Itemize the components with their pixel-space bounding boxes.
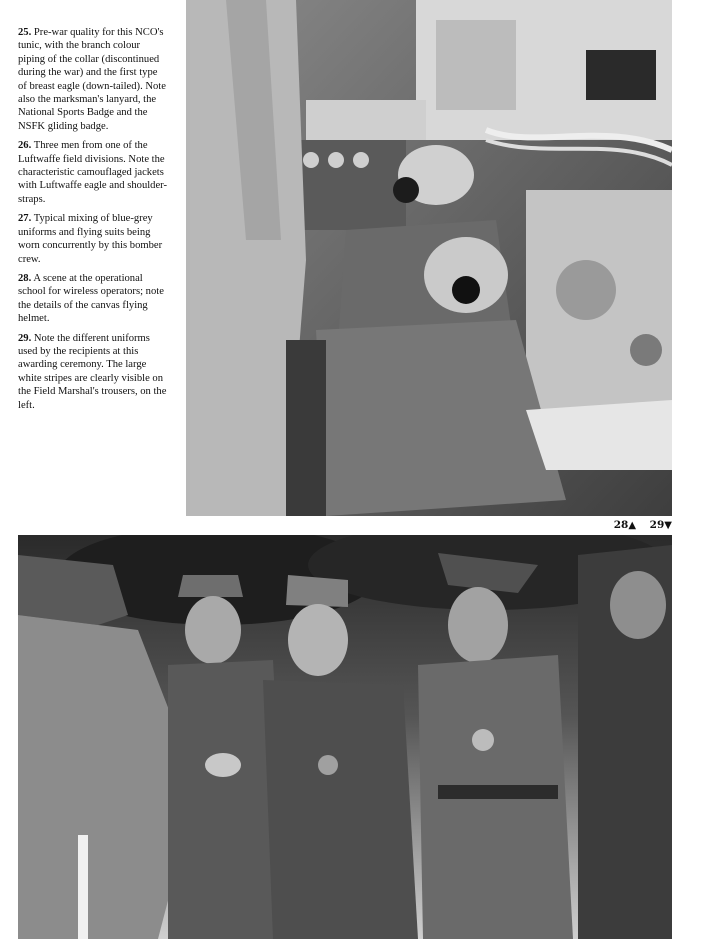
triangle-down-icon: ▼: [664, 520, 672, 531]
plate-number: 28: [613, 519, 629, 531]
caption-number: 29.: [18, 332, 32, 344]
plate-number: 29: [649, 519, 665, 531]
caption-text: Three men from one of the Luftwaffe field divisions. Note the characteristic camouflaged jackets with Luftwaffe eagle and shoulder-straps.: [18, 140, 168, 205]
plate-mark-28: [614, 519, 636, 531]
caption-text: Pre-war quality for this NCO's tunic, with the branch colour piping of the collar (discontinued during the war) and the first type of breast eagle (down-tailed). Note also the marksman's lanyard, the National Sports Badge and the NSFK gliding badge.: [18, 27, 166, 132]
photo-29-illustration: [18, 535, 672, 939]
caption-number: 27.: [18, 213, 32, 225]
caption-text: Typical mixing of blue-grey uniforms and flying suits being worn concurrently by this bomber crew.: [18, 213, 163, 265]
captions-column: [18, 26, 168, 418]
caption-26: [18, 139, 168, 206]
plate-mark-29: [650, 519, 672, 531]
caption-28: [18, 272, 168, 326]
caption-number: 28.: [18, 272, 32, 284]
triangle-up-icon: ▲: [628, 520, 637, 531]
photo-29-award-ceremony: [18, 535, 672, 939]
caption-25: [18, 26, 168, 133]
caption-text: A scene at the operational school for wireless operators; note the details of the canvas flying helmet.: [18, 272, 164, 325]
caption-27: [18, 212, 168, 266]
plate-numbers: [604, 519, 672, 532]
caption-text: Note the different uniforms used by the recipients at this awarding ceremony. The large white stripes are clearly visible on the Field Marshal's trousers, on the left.: [18, 332, 167, 411]
photo-28-wireless-school: [186, 0, 672, 516]
caption-number: 25.: [18, 27, 32, 38]
photo-28-illustration: [186, 0, 672, 516]
caption-29: [18, 332, 168, 412]
caption-number: 26.: [18, 140, 32, 152]
